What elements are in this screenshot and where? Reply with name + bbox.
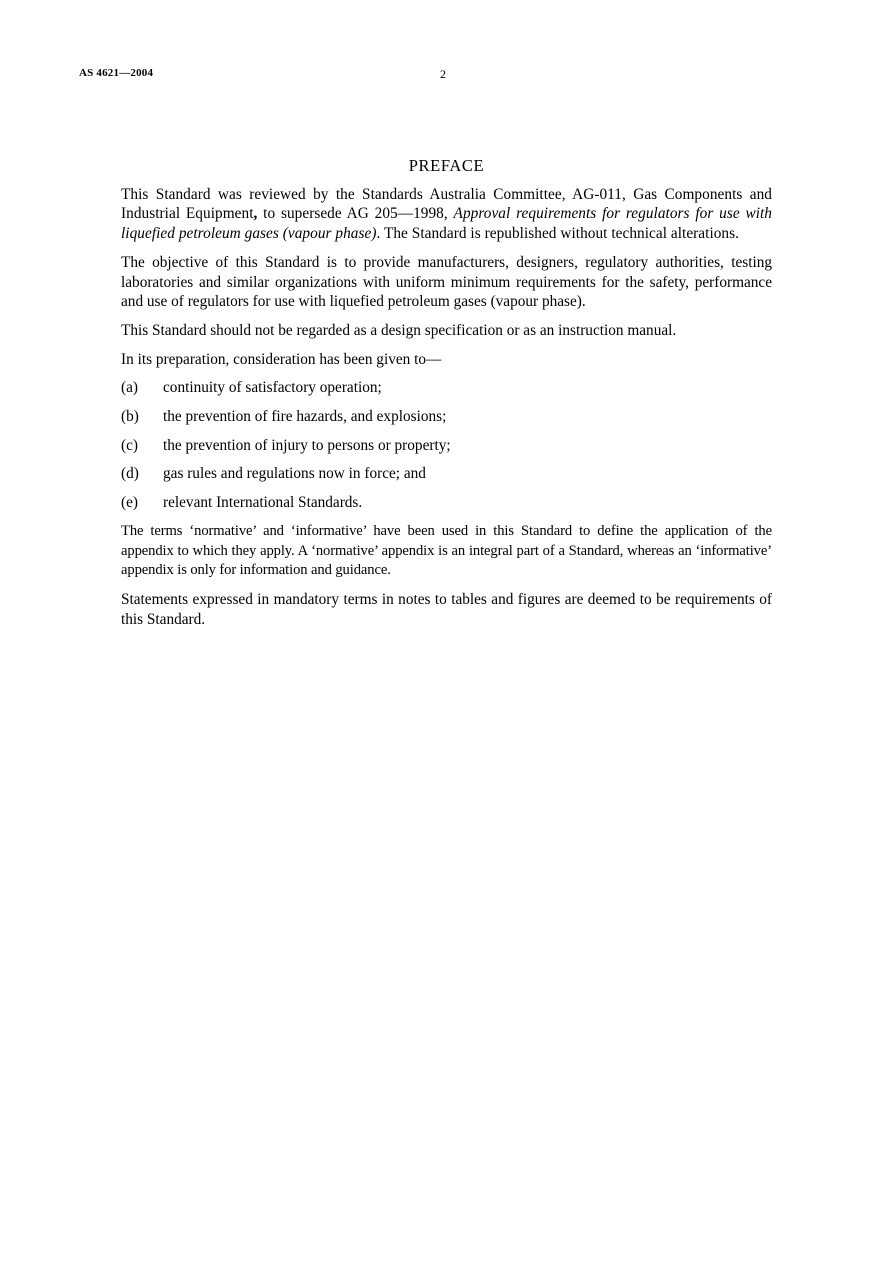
preface-title: PREFACE xyxy=(408,156,485,175)
list-item xyxy=(121,464,772,484)
list-text: gas rules and regulations now in force; and xyxy=(163,465,426,483)
preface-paragraph-2: The objective of this Standard is to provide manufacturers, designers, regulatory authorities, testing laboratories and similar organizations with uniform minimum requirements for the safety, performance and use of regulators for use with liquefied petroleum gases (vapour phase). xyxy=(121,253,772,311)
standard-number: AS 4621—2004 xyxy=(79,67,154,79)
list-item xyxy=(121,378,772,398)
list-text: continuity of satisfactory operation; xyxy=(163,379,382,397)
list-item xyxy=(121,407,772,427)
preface-section xyxy=(121,156,772,638)
consideration-list xyxy=(121,378,772,513)
preface-paragraph-3: This Standard should not be regarded as a design specification or as an instruction manual. xyxy=(121,321,677,339)
list-item xyxy=(121,436,772,456)
list-item xyxy=(121,493,772,513)
para1-text-part1: This Standard was reviewed by the Standards Australia Committee, AG-011, Gas Components and Industrial Equipment xyxy=(121,185,772,223)
list-marker: (e) xyxy=(121,494,138,512)
preface-paragraph-4: In its preparation, consideration has been given to— xyxy=(121,350,442,368)
list-marker: (c) xyxy=(121,436,138,454)
list-marker: (d) xyxy=(121,465,139,483)
list-marker: (b) xyxy=(121,408,139,426)
page-number: 2 xyxy=(440,67,446,81)
superseded-standard-title: Approval requirements for regulators for use with liquefied petroleum gases (vapour phase) xyxy=(121,205,772,243)
preface-paragraph-1 xyxy=(121,185,772,244)
para1-comma: , xyxy=(253,205,258,223)
preface-paragraph-5: The terms ‘normative’ and ‘informative’ have been used in this Standard to define the application of the appendix to which they apply. A ‘normative’ appendix is an integral part of a Standard, whereas an ‘informative’ appendix is only for information and guidance. xyxy=(121,522,772,579)
para1-text-part2: to supersede AG 205—1998, xyxy=(257,205,454,223)
list-marker: (a) xyxy=(121,379,138,397)
list-text: the prevention of injury to persons or property; xyxy=(163,436,451,454)
preface-paragraph-6: Statements expressed in mandatory terms in notes to tables and figures are deemed to be requirements of this Standard. xyxy=(121,590,772,628)
list-text: relevant International Standards. xyxy=(163,494,363,512)
para1-text-part3: . The Standard is republished without technical alterations. xyxy=(376,225,740,243)
list-text: the prevention of fire hazards, and explosions; xyxy=(163,408,447,426)
